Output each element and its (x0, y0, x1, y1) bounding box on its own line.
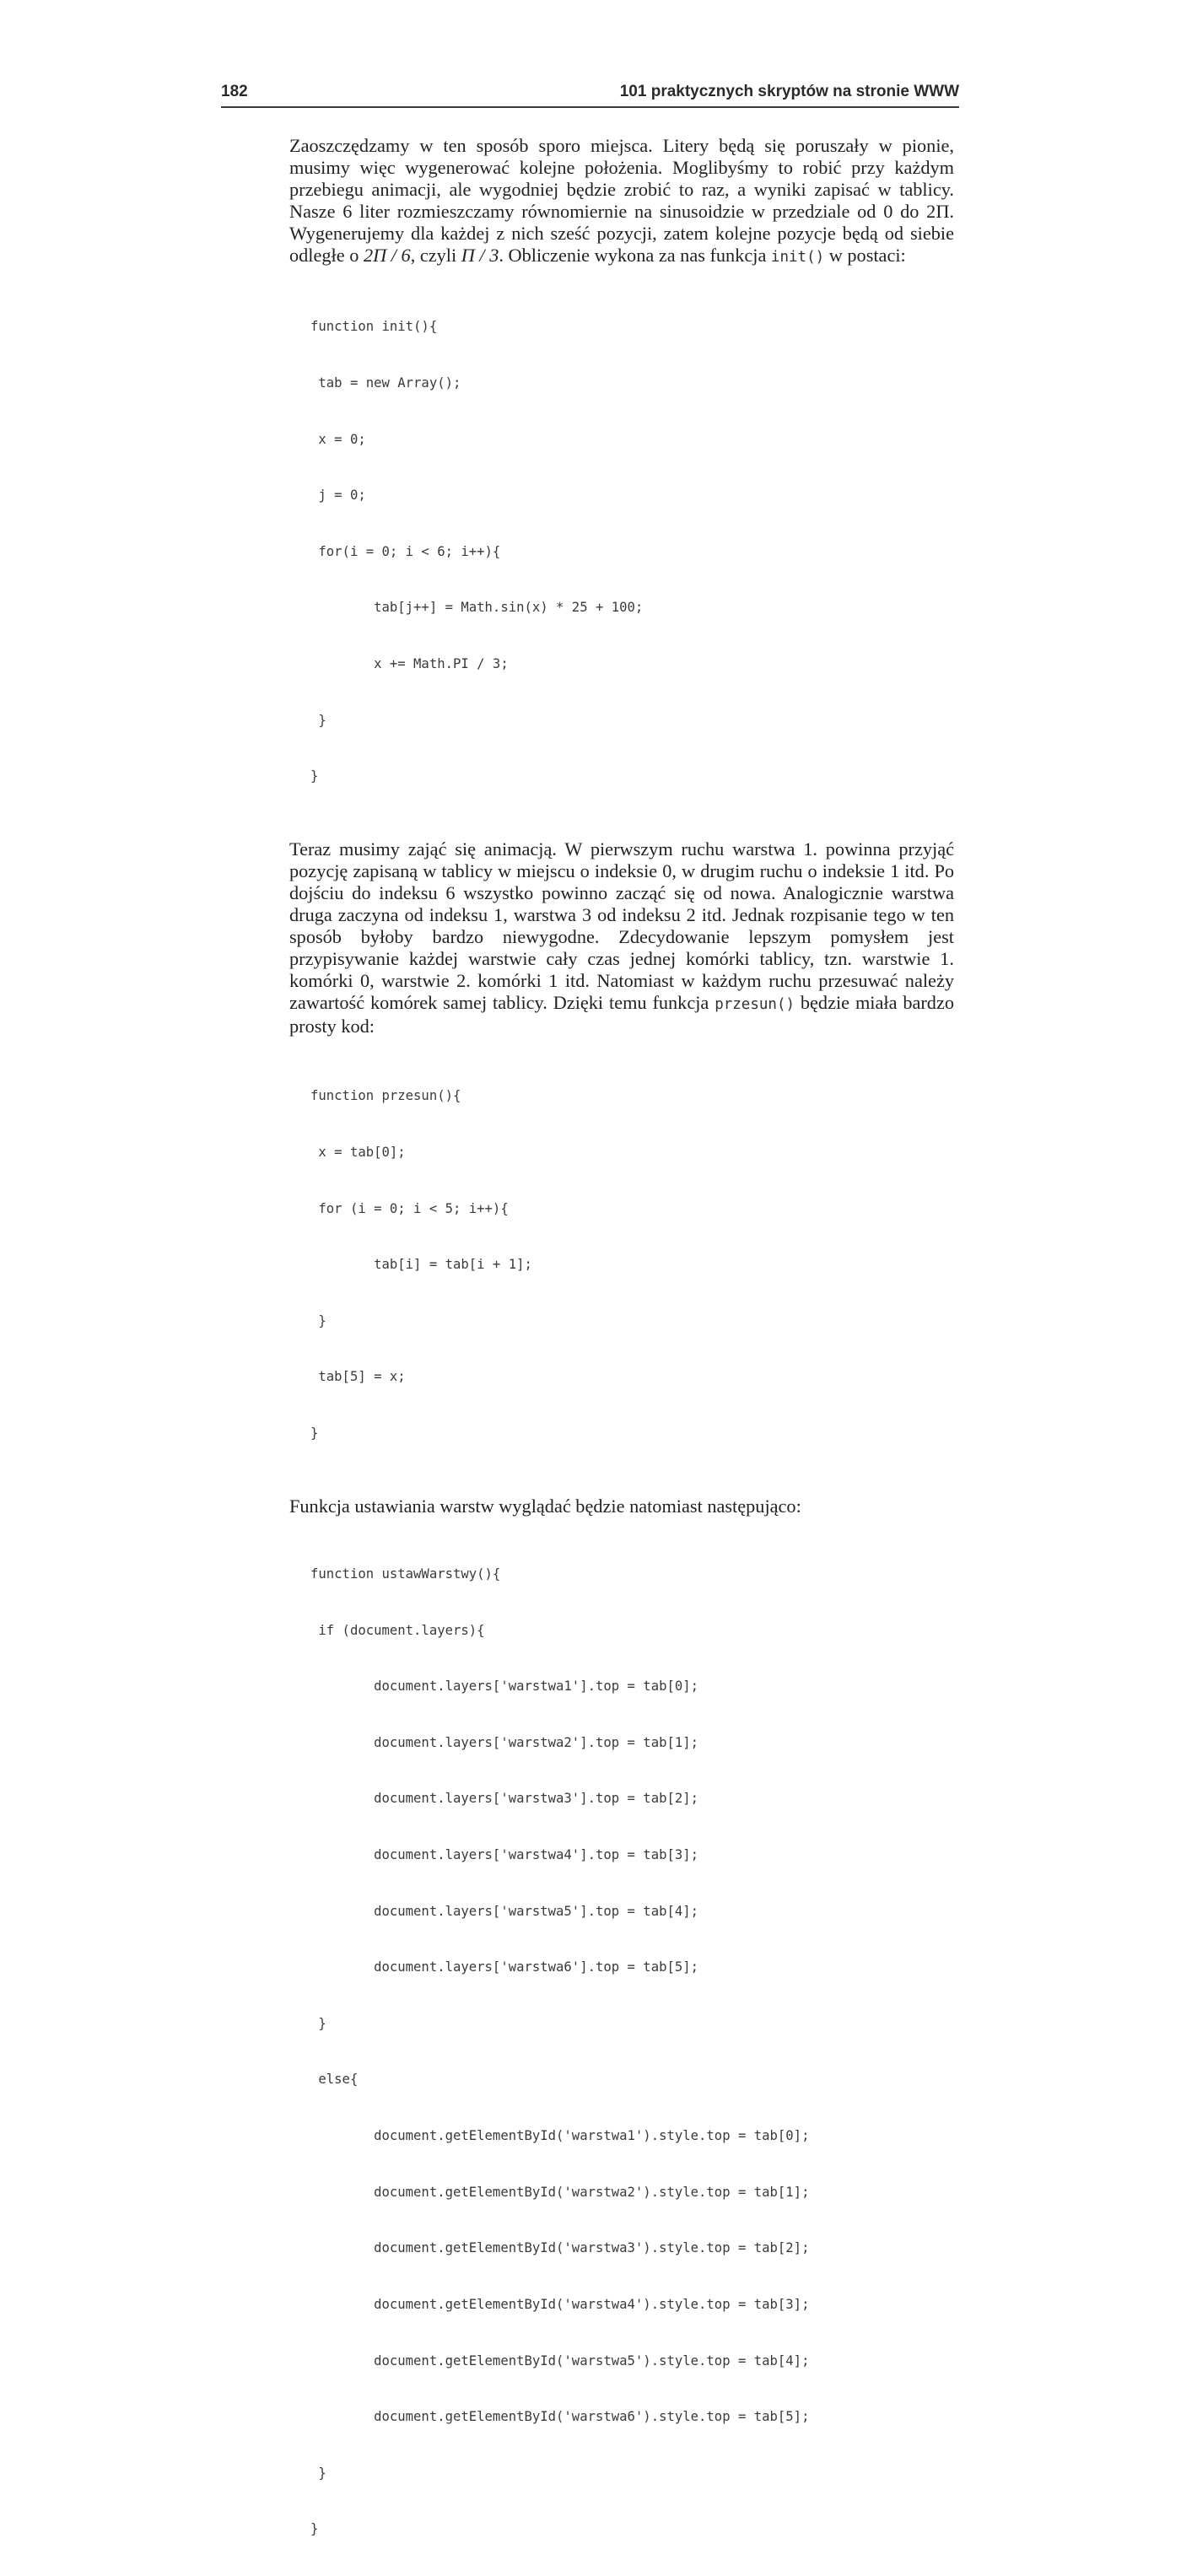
code-line: function init(){ (310, 319, 438, 335)
code-line: tab[i] = tab[i + 1]; (310, 1257, 532, 1273)
code-line: else{ (310, 2072, 359, 2088)
paragraph-animation (289, 838, 954, 1037)
code-line: } (310, 1312, 326, 1328)
code-line: document.getElementById('warstwa1').style.top = tab[0]; (310, 2128, 810, 2144)
page-number: 182 (221, 83, 248, 100)
code-block-ustaw-warstwy (289, 1528, 954, 2576)
paragraph-text: Zaoszczędzamy w ten sposób sporo miejsca. Litery będą się poruszały w pionie, musimy więc wygenerować kolejne położenia. Moglibyśmy to robić przy każdym przebiegu animacji, ale wygodniej będzie zrobić to raz, a wyniki zapisać w tablicy. Nasze 6 liter rozmieszczamy równomiernie na sinusoidzie w przedziale od 0 do 2Π. Wygenerujemy dla każdej z nich sześć pozycji, zatem kolejne pozycje będą od siebie odległe o (289, 135, 954, 266)
code-block-init (289, 280, 954, 823)
code-line: if (document.layers){ (310, 1622, 485, 1638)
code-line: document.getElementById('warstwa2').style.top = tab[1]; (310, 2184, 810, 2200)
inline-code-init: init() (770, 249, 825, 266)
code-line: document.getElementById('warstwa3').style.top = tab[2]; (310, 2240, 810, 2256)
code-line: tab = new Array(); (310, 375, 461, 391)
code-line: } (310, 768, 319, 784)
code-line: x += Math.PI / 3; (310, 656, 509, 672)
code-line: document.getElementById('warstwa4').style.top = tab[3]; (310, 2296, 810, 2312)
code-line: x = 0; (310, 431, 366, 447)
paragraph-text: w postaci: (824, 245, 906, 266)
inline-code-przesun: przesun() (715, 995, 795, 1013)
code-line: document.getElementById('warstwa5').style.top = tab[4]; (310, 2352, 810, 2369)
code-line: x = tab[0]; (310, 1144, 406, 1160)
code-line: function ustawWarstwy(){ (310, 1566, 501, 1582)
math-expression: Π / 3 (461, 245, 499, 266)
code-line: } (310, 2521, 319, 2537)
code-line: document.layers['warstwa1'].top = tab[0]; (310, 1679, 699, 1695)
paragraph-sinusoid-positions (289, 135, 954, 268)
paragraph-text: , czyli (410, 245, 461, 266)
code-line: } (310, 712, 326, 728)
paragraph-set-layers: Funkcja ustawiania warstw wyglądać będzie natomiast następująco: (289, 1495, 801, 1517)
code-line: document.layers['warstwa6'].top = tab[5]; (310, 1959, 699, 1975)
code-line: function przesun(){ (310, 1088, 461, 1104)
code-line: } (310, 2015, 326, 2031)
code-line: } (310, 1425, 319, 1441)
code-line: for(i = 0; i < 6; i++){ (310, 543, 501, 559)
code-block-przesun (289, 1049, 954, 1480)
page-header (221, 81, 959, 108)
running-title: 101 praktycznych skryptów na stronie WWW (619, 83, 959, 100)
code-line: for (i = 0; i < 5; i++){ (310, 1200, 509, 1216)
code-line: } (310, 2465, 326, 2481)
code-line: tab[5] = x; (310, 1369, 406, 1385)
code-line: document.layers['warstwa5'].top = tab[4]; (310, 1903, 699, 1919)
page-content (289, 135, 954, 2576)
code-line: document.layers['warstwa4'].top = tab[3]; (310, 1847, 699, 1863)
code-line: document.getElementById('warstwa6').style.top = tab[5]; (310, 2409, 810, 2425)
paragraph-text: . Obliczenie wykona za nas funkcja (499, 245, 771, 266)
code-line: tab[j++] = Math.sin(x) * 25 + 100; (310, 600, 644, 616)
code-line: document.layers['warstwa2'].top = tab[1]; (310, 1734, 699, 1750)
code-line: document.layers['warstwa3'].top = tab[2]; (310, 1791, 699, 1807)
math-expression: 2Π / 6 (363, 245, 411, 266)
paragraph-text: będzie miała bardzo prosty kod: (289, 991, 955, 1037)
code-line: j = 0; (310, 488, 366, 504)
paragraph-text: Teraz musimy zająć się animacją. W pierwszym ruchu warstwa 1. powinna przyjąć pozycję zapisaną w tablicy w miejscu o indeksie 0, w drugim ruchu o indeksie 1 itd. Po dojściu do indeksu 6 wszystko powinno zacząć się od nowa. Analogicznie warstwa druga zaczyna od indeksu 1, warstwa 3 od indeksu 2 itd. Jednak rozpisanie tego w ten sposób byłoby bardzo niewygodne. Zdecydowanie lepszym pomysłem jest przypisywanie każdej warstwie cały czas jednej komórki tablicy, tzn. warstwie 1. komórki 0, warstwie 2. komórki 1 itd. Natomiast w każdym ruchu przesuwać należy zawartość komórek samej tablicy. Dzięki temu funkcja (289, 838, 954, 1013)
